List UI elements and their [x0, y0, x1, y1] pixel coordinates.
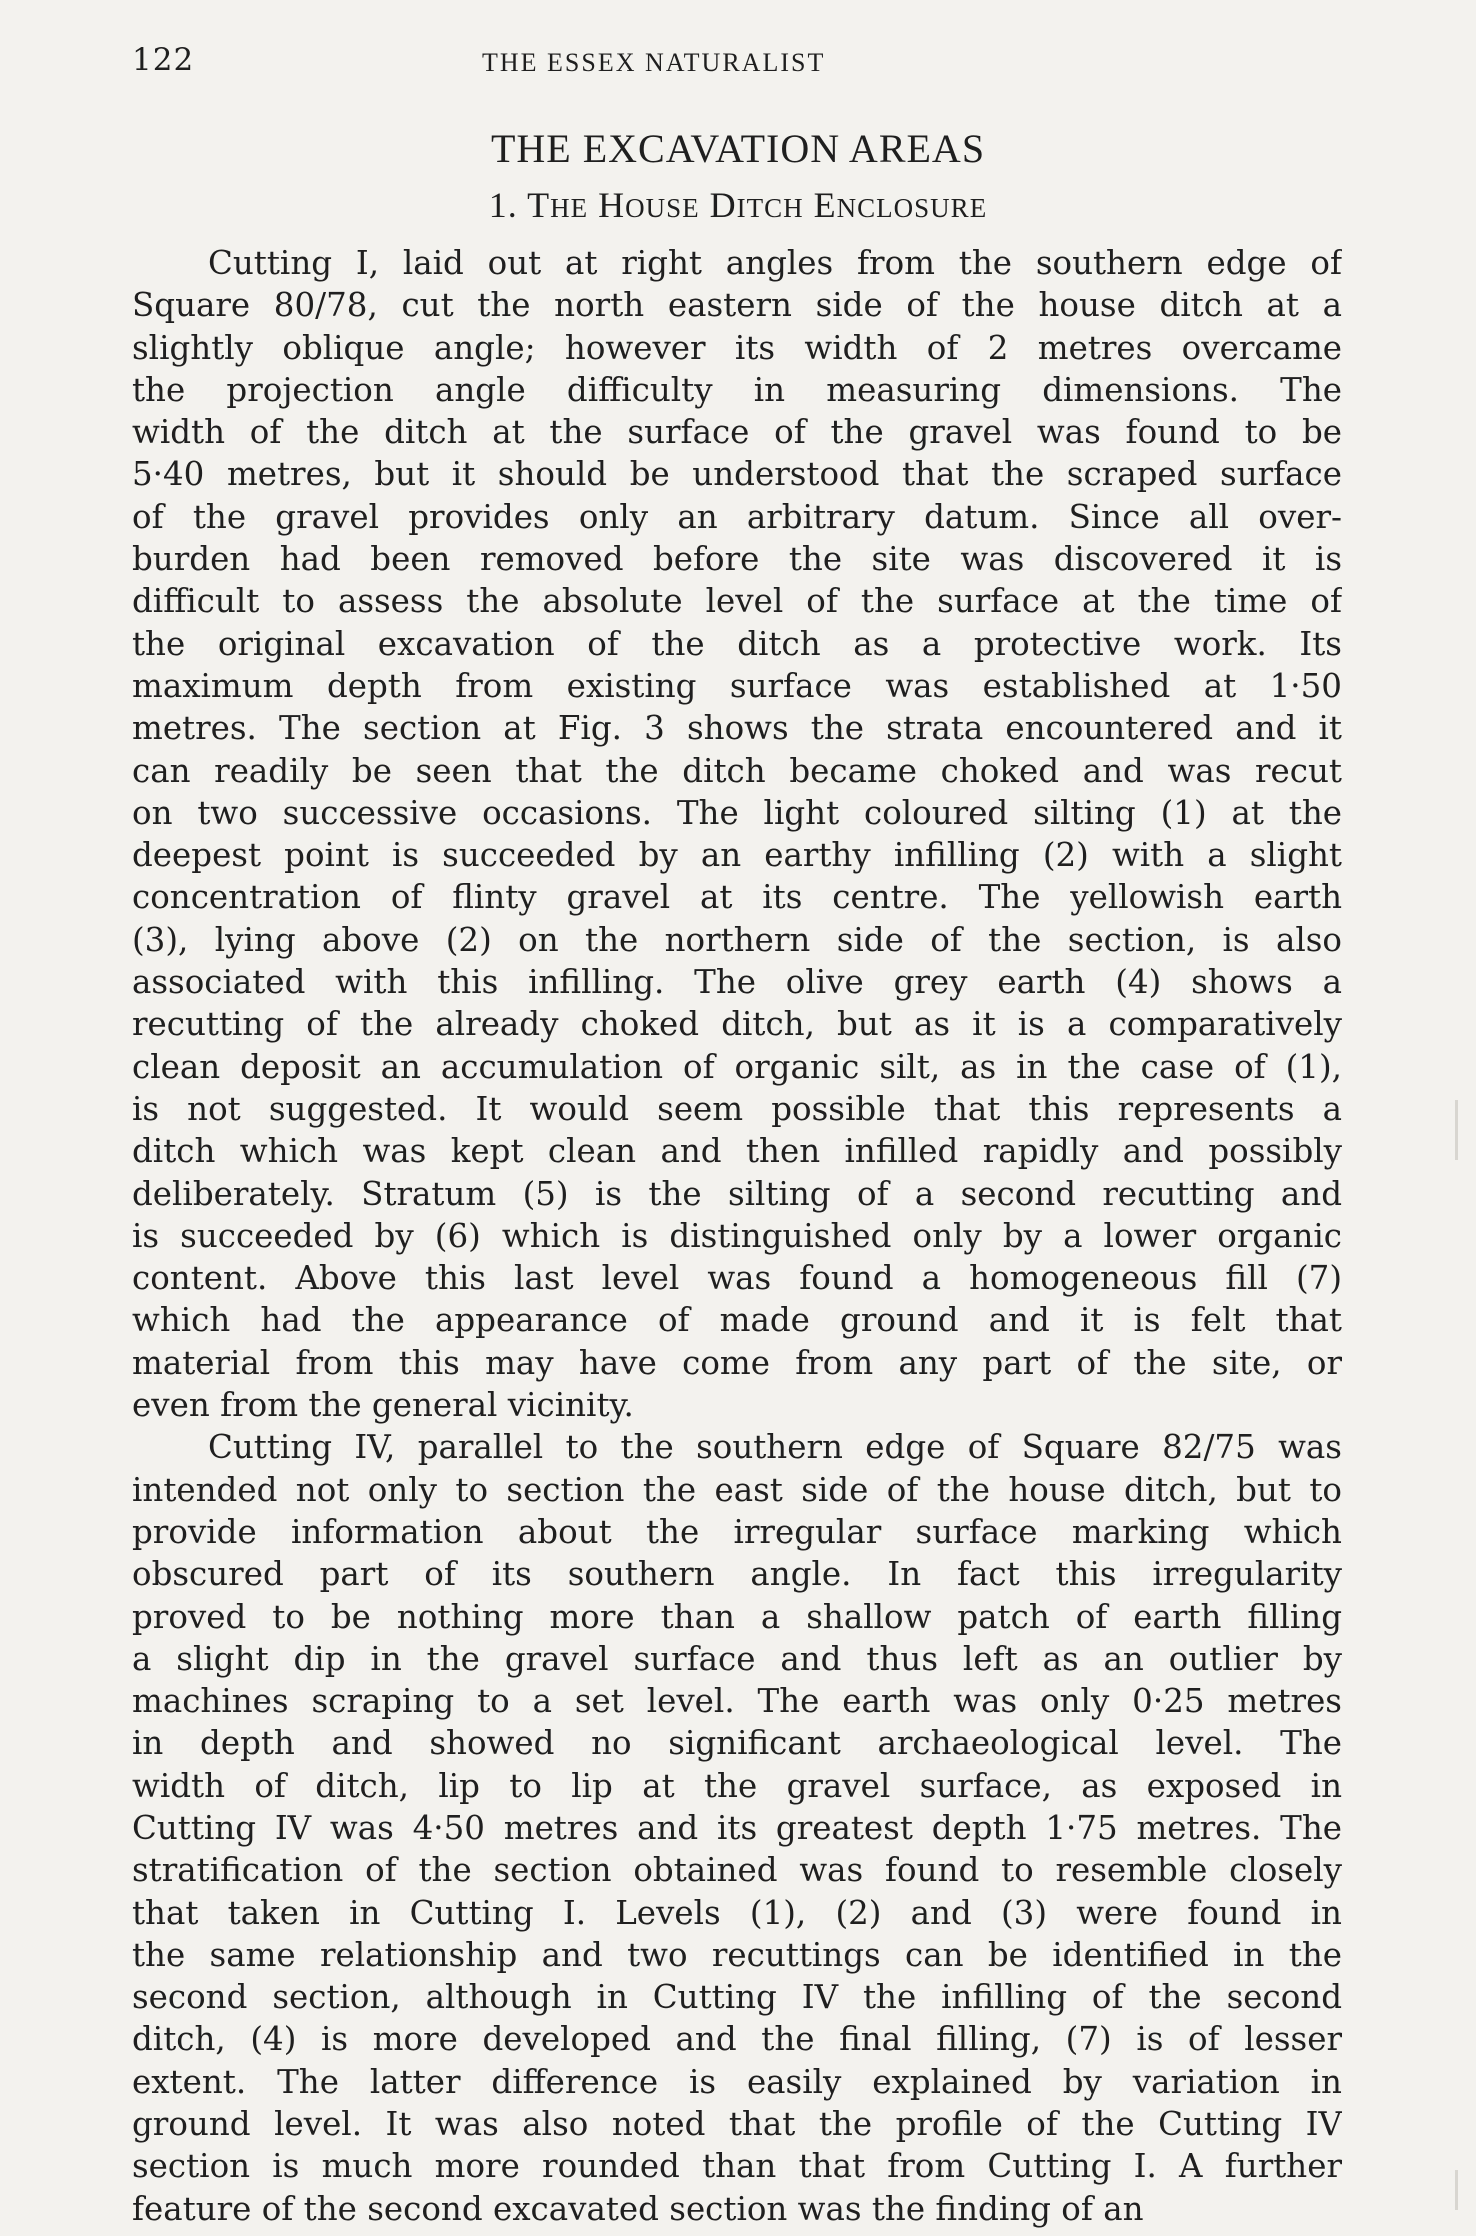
- text-line: section is much more rounded than that from Cutting I. A further: [132, 2147, 1342, 2186]
- text-line: a slight dip in the gravel surface and thus left as an outlier by: [132, 1639, 1342, 1678]
- scan-artifact: [1455, 1100, 1458, 1160]
- page-number: 122: [132, 42, 195, 78]
- text-line: slightly oblique angle; however its width of 2 metres overcame: [132, 328, 1342, 367]
- text-line: maximum depth from existing surface was established at 1·50: [132, 666, 1342, 705]
- text-line: the same relationship and two recuttings can be identified in the: [132, 1935, 1342, 1974]
- text-line: deepest point is succeeded by an earthy infilling (2) with a slight: [132, 836, 1342, 875]
- text-line: ground level. It was also noted that the profile of the Cutting IV: [132, 2105, 1342, 2144]
- text-line: Cutting I, laid out at right angles from the southern edge of: [208, 244, 1342, 282]
- running-head: [132, 42, 1342, 82]
- text-line: width of ditch, lip to lip at the gravel surface, as exposed in: [132, 1766, 1342, 1805]
- text-line: even from the general vicinity.: [132, 1386, 634, 1425]
- subsection-number: 1.: [488, 185, 518, 225]
- text-line: content. Above this last level was found a homogeneous fill (7): [132, 1259, 1342, 1298]
- subsection-heading: [0, 184, 1476, 226]
- text-line: on two successive occasions. The light coloured silting (1) at the: [132, 793, 1342, 832]
- text-line: ditch, (4) is more developed and the final filling, (7) is of lesser: [132, 2020, 1342, 2059]
- section-heading: THE EXCAVATION AREAS: [490, 126, 986, 171]
- text-line: Cutting IV was 4·50 metres and its greatest depth 1·75 metres. The: [132, 1808, 1342, 1847]
- text-line: proved to be nothing more than a shallow patch of earth filling: [132, 1597, 1342, 1636]
- text-line: the projection angle difficulty in measuring dimensions. The: [132, 370, 1342, 409]
- journal-title: THE ESSEX NATURALIST: [482, 48, 826, 77]
- text-line: obscured part of its southern angle. In fact this irregularity: [132, 1555, 1342, 1594]
- text-line: deliberately. Stratum (5) is the silting of a second recutting and: [132, 1174, 1342, 1213]
- subsection-word: HOUSE: [598, 185, 700, 225]
- text-line: provide information about the irregular surface marking which: [132, 1512, 1342, 1551]
- text-line: burden had been removed before the site was discovered it is: [132, 540, 1342, 579]
- text-line: ditch which was kept clean and then infilled rapidly and possibly: [132, 1132, 1342, 1171]
- text-line: Square 80/78, cut the north eastern side of the house ditch at a: [132, 286, 1342, 325]
- text-line: clean deposit an accumulation of organic silt, as in the case of (1),: [132, 1047, 1342, 1086]
- text-line: can readily be seen that the ditch became choked and was recut: [132, 751, 1342, 790]
- text-line: feature of the second excavated section was the finding of an: [132, 2189, 1144, 2228]
- paragraph-cutting-iv: [132, 1426, 1342, 2230]
- text-line: metres. The section at Fig. 3 shows the strata encountered and it: [132, 709, 1342, 748]
- text-line: intended not only to section the east side of the house ditch, but to: [132, 1470, 1342, 1509]
- text-line: is succeeded by (6) which is distinguished only by a lower organic: [132, 1216, 1342, 1255]
- text-line: which had the appearance of made ground and it is felt that: [132, 1301, 1342, 1340]
- text-line: in depth and showed no significant archaeological level. The: [132, 1724, 1342, 1763]
- text-line: the original excavation of the ditch as a protective work. Its: [132, 624, 1342, 663]
- subsection-word: ENCLOSURE: [813, 185, 988, 225]
- text-line: Cutting IV, parallel to the southern edge of Square 82/75 was: [208, 1428, 1342, 1467]
- text-line: of the gravel provides only an arbitrary datum. Since all over-: [132, 497, 1342, 536]
- text-line: is not suggested. It would seem possible that this represents a: [132, 1089, 1342, 1128]
- text-line: extent. The latter difference is easily explained by variation in: [132, 2062, 1342, 2101]
- body-text: [132, 242, 1342, 2230]
- text-line: that taken in Cutting I. Levels (1), (2) and (3) were found in: [132, 1893, 1342, 1932]
- scan-artifact: [1455, 2170, 1458, 2210]
- paragraph-cutting-i: [132, 242, 1342, 1426]
- text-line: 5·40 metres, but it should be understood that the scraped surface: [132, 455, 1342, 494]
- subsection-word: THE: [527, 185, 589, 225]
- text-line: width of the ditch at the surface of the gravel was found to be: [132, 413, 1342, 452]
- text-line: difficult to assess the absolute level of the surface at the time of: [132, 582, 1342, 621]
- text-line: associated with this infilling. The olive grey earth (4) shows a: [132, 963, 1342, 1002]
- text-line: material from this may have come from any part of the site, or: [132, 1343, 1342, 1382]
- text-line: concentration of flinty gravel at its centre. The yellowish earth: [132, 878, 1342, 917]
- text-line: second section, although in Cutting IV the infilling of the second: [132, 1978, 1342, 2017]
- text-line: machines scraping to a set level. The earth was only 0·25 metres: [132, 1682, 1342, 1721]
- text-line: recutting of the already choked ditch, but as it is a comparatively: [132, 1005, 1342, 1044]
- subsection-word: DITCH: [709, 185, 804, 225]
- text-line: stratification of the section obtained was found to resemble closely: [132, 1851, 1342, 1890]
- text-line: (3), lying above (2) on the northern side of the section, is also: [132, 920, 1342, 959]
